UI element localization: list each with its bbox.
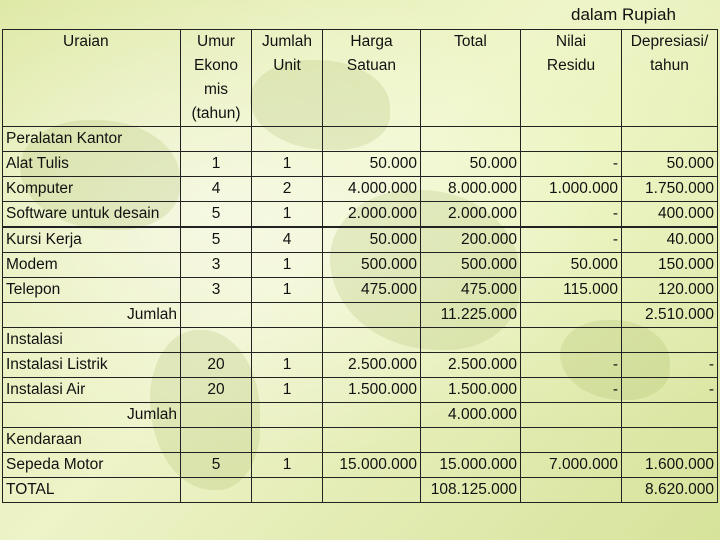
- cell-uraian: Jumlah: [3, 403, 181, 428]
- table-row: [3, 152, 718, 177]
- cell-uraian: Alat Tulis: [3, 152, 181, 177]
- cell-residu: [521, 403, 622, 428]
- table-row: [3, 478, 718, 503]
- cell-harga: 2.000.000: [323, 202, 421, 227]
- table-row: [3, 177, 718, 202]
- cell-umur: [181, 303, 252, 328]
- cell-uraian: TOTAL: [3, 478, 181, 503]
- header-total: Total: [421, 30, 521, 127]
- cell-residu: -: [521, 202, 622, 227]
- header-harga-satuan: Harga Satuan: [323, 30, 421, 127]
- cell-unit: [252, 127, 323, 152]
- cell-umur: 5: [181, 202, 252, 227]
- cell-harga: 15.000.000: [323, 453, 421, 478]
- cell-harga: 50.000: [323, 152, 421, 177]
- cell-uraian: Instalasi: [3, 328, 181, 353]
- cell-umur: [181, 127, 252, 152]
- cell-harga: [323, 303, 421, 328]
- header-nilai-residu: Nilai Residu: [521, 30, 622, 127]
- cell-residu: 7.000.000: [521, 453, 622, 478]
- cell-harga: 2.500.000: [323, 353, 421, 378]
- cell-uraian: Kursi Kerja: [3, 228, 181, 253]
- cell-uraian: Instalasi Listrik: [3, 353, 181, 378]
- cell-harga: 500.000: [323, 253, 421, 278]
- cell-uraian: Instalasi Air: [3, 378, 181, 403]
- cell-uraian: Jumlah: [3, 303, 181, 328]
- cell-umur: 1: [181, 152, 252, 177]
- cell-residu: -: [521, 228, 622, 253]
- cell-total: 2.000.000: [421, 202, 521, 227]
- cell-depresiasi: 1.600.000: [622, 453, 718, 478]
- cell-depresiasi: [622, 428, 718, 453]
- cell-depresiasi: -: [622, 353, 718, 378]
- depreciation-table: [2, 29, 718, 503]
- cell-residu: [521, 127, 622, 152]
- table-row: [3, 228, 718, 253]
- cell-harga: [323, 428, 421, 453]
- cell-uraian: Software untuk desain: [3, 202, 181, 227]
- cell-uraian: Kendaraan: [3, 428, 181, 453]
- cell-umur: 4: [181, 177, 252, 202]
- cell-depresiasi: [622, 127, 718, 152]
- cell-total: 8.000.000: [421, 177, 521, 202]
- cell-umur: 5: [181, 228, 252, 253]
- cell-harga: 1.500.000: [323, 378, 421, 403]
- cell-depresiasi: 120.000: [622, 278, 718, 303]
- cell-total: 2.500.000: [421, 353, 521, 378]
- cell-total: 500.000: [421, 253, 521, 278]
- cell-unit: [252, 328, 323, 353]
- cell-total: 4.000.000: [421, 403, 521, 428]
- table-row: [3, 253, 718, 278]
- currency-caption: dalam Rupiah: [571, 5, 676, 24]
- header-uraian: Uraian: [3, 30, 181, 127]
- cell-harga: [323, 403, 421, 428]
- subtotal-row: [3, 303, 718, 328]
- cell-depresiasi: 40.000: [622, 228, 718, 253]
- cell-depresiasi: [622, 403, 718, 428]
- cell-total: 50.000: [421, 152, 521, 177]
- cell-residu: -: [521, 152, 622, 177]
- cell-unit: 1: [252, 278, 323, 303]
- cell-umur: 5: [181, 453, 252, 478]
- cell-residu: [521, 478, 622, 503]
- cell-umur: [181, 328, 252, 353]
- cell-uraian: Sepeda Motor: [3, 453, 181, 478]
- cell-unit: 1: [252, 253, 323, 278]
- cell-depresiasi: 1.750.000: [622, 177, 718, 202]
- cell-uraian: Telepon: [3, 278, 181, 303]
- table-row: [3, 428, 718, 453]
- cell-residu: [521, 303, 622, 328]
- subtotal-row: [3, 403, 718, 428]
- cell-umur: [181, 428, 252, 453]
- table-row: [3, 202, 718, 227]
- cell-umur: 3: [181, 253, 252, 278]
- table-row: [3, 453, 718, 478]
- cell-depresiasi: 50.000: [622, 152, 718, 177]
- header-jumlah-unit: Jumlah Unit: [252, 30, 323, 127]
- cell-umur: 20: [181, 353, 252, 378]
- cell-residu: [521, 328, 622, 353]
- cell-residu: -: [521, 378, 622, 403]
- cell-total: 475.000: [421, 278, 521, 303]
- table-row: [3, 378, 718, 403]
- cell-total: [421, 328, 521, 353]
- cell-residu: [521, 428, 622, 453]
- cell-total: [421, 428, 521, 453]
- cell-umur: [181, 403, 252, 428]
- table-row: [3, 278, 718, 303]
- header-depresiasi: Depresiasi/ tahun: [622, 30, 718, 127]
- cell-residu: 50.000: [521, 253, 622, 278]
- cell-unit: [252, 403, 323, 428]
- cell-unit: [252, 478, 323, 503]
- header-umur-ekonomis: Umur Ekono mis (tahun): [181, 30, 252, 127]
- cell-harga: [323, 127, 421, 152]
- table-row: [3, 328, 718, 353]
- cell-unit: 1: [252, 353, 323, 378]
- table-body: [3, 127, 718, 503]
- table-row: [3, 127, 718, 152]
- cell-depresiasi: 400.000: [622, 202, 718, 227]
- cell-unit: 1: [252, 453, 323, 478]
- cell-uraian: Komputer: [3, 177, 181, 202]
- cell-unit: 4: [252, 228, 323, 253]
- cell-harga: 475.000: [323, 278, 421, 303]
- cell-depresiasi: 2.510.000: [622, 303, 718, 328]
- cell-residu: 1.000.000: [521, 177, 622, 202]
- cell-unit: [252, 428, 323, 453]
- cell-total: 15.000.000: [421, 453, 521, 478]
- cell-unit: 1: [252, 152, 323, 177]
- cell-residu: 115.000: [521, 278, 622, 303]
- cell-depresiasi: [622, 328, 718, 353]
- cell-harga: [323, 478, 421, 503]
- cell-total: 1.500.000: [421, 378, 521, 403]
- cell-depresiasi: 8.620.000: [622, 478, 718, 503]
- cell-unit: [252, 303, 323, 328]
- cell-uraian: Peralatan Kantor: [3, 127, 181, 152]
- cell-unit: 1: [252, 202, 323, 227]
- cell-total: 11.225.000: [421, 303, 521, 328]
- cell-umur: 20: [181, 378, 252, 403]
- cell-uraian: Modem: [3, 253, 181, 278]
- cell-total: 200.000: [421, 228, 521, 253]
- cell-total: 108.125.000: [421, 478, 521, 503]
- cell-depresiasi: 150.000: [622, 253, 718, 278]
- cell-harga: [323, 328, 421, 353]
- cell-umur: 3: [181, 278, 252, 303]
- cell-unit: 1: [252, 378, 323, 403]
- cell-harga: 4.000.000: [323, 177, 421, 202]
- cell-umur: [181, 478, 252, 503]
- table-row: [3, 353, 718, 378]
- cell-unit: 2: [252, 177, 323, 202]
- cell-residu: -: [521, 353, 622, 378]
- cell-total: [421, 127, 521, 152]
- cell-harga: 50.000: [323, 228, 421, 253]
- cell-depresiasi: -: [622, 378, 718, 403]
- header-row: [3, 30, 718, 127]
